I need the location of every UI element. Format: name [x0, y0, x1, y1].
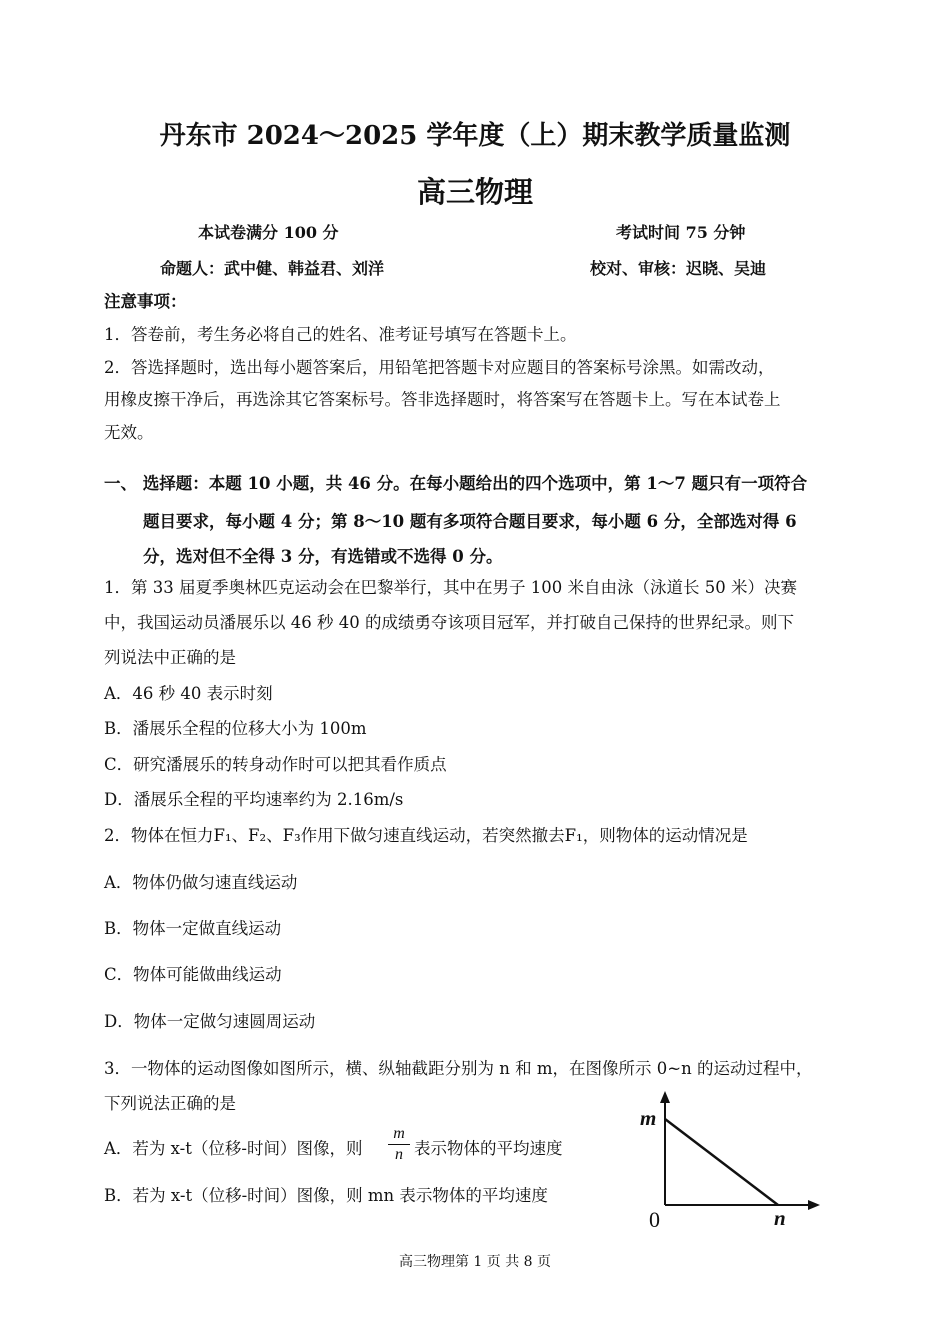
- q1-option-c: C．研究潘展乐的转身动作时可以把其看作质点: [104, 755, 447, 774]
- fraction-numerator: m: [393, 1125, 405, 1142]
- section-heading-cont: 题目要求，每小题 4 分；第 8～10 题有多项符合题目要求，每小题 6 分，全部选对得 6: [143, 512, 797, 531]
- q2-option-c: C．物体可能做曲线运动: [104, 965, 282, 984]
- q1-stem: 中，我国运动员潘展乐以 46 秒 40 的成绩勇夺该项目冠军，并打破自己保持的世界纪录。则下: [104, 613, 794, 632]
- exam-title: 丹东市 2024～2025 学年度（上）期末教学质量监测: [159, 121, 791, 151]
- notice-heading: 注意事项：: [104, 292, 187, 311]
- q3-stem: 3．一物体的运动图像如图所示，横、纵轴截距分别为 n 和 m，在图像所示 0~n 的运动过程中，: [104, 1059, 813, 1078]
- x-intercept-label: n: [774, 1206, 786, 1230]
- reviewers: 校对、审核：迟晓、吴迪: [590, 259, 767, 278]
- section-heading-cont: 分，选对但不全得 3 分，有选错或不选得 0 分。: [143, 547, 503, 566]
- origin-label: 0: [649, 1207, 660, 1232]
- q2-option-d: D．物体一定做匀速圆周运动: [104, 1012, 316, 1031]
- authors: 命题人：武中健、韩益君、刘洋: [160, 259, 385, 278]
- q1-option-a: A．46 秒 40 表示时刻: [104, 684, 273, 703]
- q2-stem: 2．物体在恒力F₁、F₂、F₃作用下做匀速直线运动，若突然撤去F₁，则物体的运动情况是: [104, 826, 748, 845]
- q3-stem: 下列说法正确的是: [104, 1094, 236, 1113]
- q1-option-d: D．潘展乐全程的平均速率约为 2.16m/s: [104, 790, 404, 809]
- q3-option-a-pre: A．若为 x-t（位移-时间）图像，则: [104, 1139, 363, 1158]
- x-axis-arrow: [808, 1200, 820, 1210]
- q2-option-b: B．物体一定做直线运动: [104, 919, 282, 938]
- q3-option-a-post: 表示物体的平均速度: [414, 1139, 563, 1158]
- full-score: 本试卷满分 100 分: [198, 223, 339, 242]
- notice-line: 1．答卷前，考生务必将自己的姓名、准考证号填写在答题卡上。: [104, 325, 577, 344]
- fraction-m-over-n: [388, 1126, 410, 1163]
- graph-line: [665, 1119, 778, 1205]
- exam-subject: 高三物理: [416, 175, 533, 209]
- notice-line: 无效。: [104, 423, 154, 442]
- y-axis-arrow: [660, 1091, 670, 1103]
- section-heading: 一、 选择题：本题 10 小题，共 46 分。在每小题给出的四个选项中，第 1～7 题只有一项符合: [104, 474, 808, 493]
- q3-option-b: B．若为 x-t（位移-时间）图像，则 mn 表示物体的平均速度: [104, 1186, 548, 1205]
- page-footer: 高三物理第 1 页 共 8 页: [398, 1254, 552, 1270]
- q1-stem: 1．第 33 届夏季奥林匹克运动会在巴黎举行，其中在男子 100 米自由泳（泳道长 50 米）决赛: [104, 578, 797, 597]
- fraction-denominator: n: [395, 1146, 403, 1163]
- q2-option-a: A．物体仍做匀速直线运动: [104, 873, 298, 892]
- exam-time: 考试时间 75 分钟: [616, 223, 746, 242]
- y-intercept-label: m: [640, 1106, 657, 1130]
- q1-stem: 列说法中正确的是: [104, 648, 236, 667]
- motion-graph: [630, 1085, 830, 1235]
- q1-option-b: B．潘展乐全程的位移大小为 100m: [104, 719, 367, 738]
- notice-line: 2．答选择题时，选出每小题答案后，用铅笔把答题卡对应题目的答案标号涂黑。如需改动，: [104, 358, 775, 377]
- notice-line: 用橡皮擦干净后，再选涂其它答案标号。答非选择题时，将答案写在答题卡上。写在本试卷上: [104, 390, 781, 409]
